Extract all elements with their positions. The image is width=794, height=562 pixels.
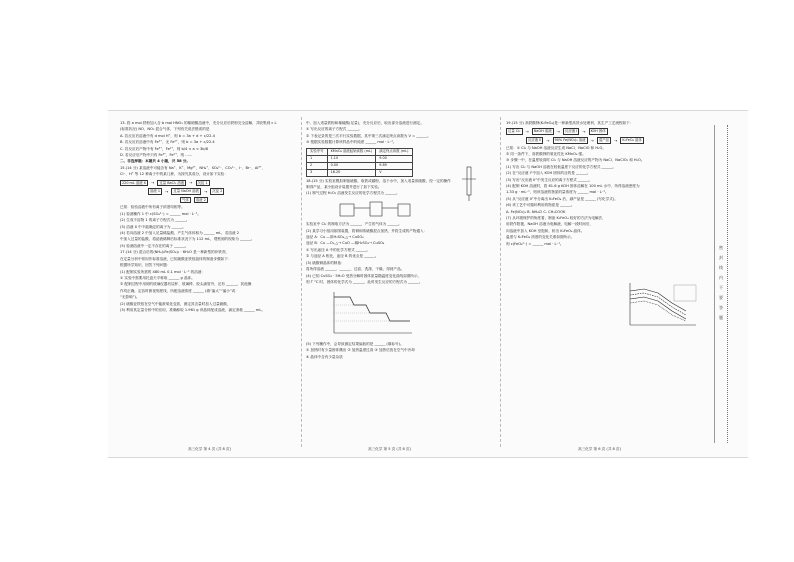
q17-line: 根据所学知识，回答下列问题： [120, 263, 171, 268]
q18-line: (5) 下列操作中，会导致测定结果偏低的是 ______ (填标号)。 [306, 341, 404, 346]
arrow-icon: → [189, 180, 193, 186]
q18-line: (1) 制气过程 H₂O₂ 溶液发生反应的化学方程式为 ______。 [306, 191, 400, 196]
q18-line: (4) 已知 CuSO₄ · 5H₂O 受热分解时固体质量随温度变化曲线如图所示， [306, 273, 422, 278]
q19-line: (6) 该工艺中可循环利用的物质是 ______。 [506, 203, 575, 208]
q19-line: (3) 写出“反应液 II”中发生反应的离子方程式 ______。 [506, 177, 593, 182]
q19-options: A. Fe(NO₃)₃ B. NH₄Cl C. CH₃COOK [506, 209, 566, 214]
q18-line: (2) 某学习小组用如图装置，将铜和浓硫酸混合加热，并将生成的产物通入： [306, 228, 428, 233]
q15-line: 中加入过量的盐酸，将滤液稀释后标准状况下为 112 mL，观察到的现象为 ______。 [120, 237, 255, 242]
section-heading: 二、非选择题：本题共 4 小题，共 58 分。 [120, 159, 191, 164]
flow-box: 溶液 2 [195, 197, 206, 202]
q18-line: 将所得溶液 ______、______、过滤、洗涤、干燥，得到产品。 [306, 267, 405, 272]
flow-box: 反应液 II [528, 138, 542, 142]
table-cell: 9.89 [376, 162, 412, 169]
q19-line: 温度与 K₂FeO₄ 浓度的变化关系如图所示， [506, 235, 575, 240]
flow-box: 220 mL 溶液 X [122, 180, 147, 185]
q19-stem: 19.(15 分) 高铁酸钾(K₂FeO₄)是一种新型高效水处理剂，其生产工艺流程如下： [506, 121, 634, 125]
q18-stem: 制得产品，某小组设计装置并进行了如下实验。 [306, 185, 382, 190]
q15-line: (4) 若向溶液 2 中加入足量稀盐酸，产生气体体积为 ______ mL，若溶液 2 [120, 231, 240, 236]
flow-box: 沉淀 2 [212, 189, 223, 194]
q15-line: (5) 检测溶液中一定不存在的离子 ______。 [120, 243, 189, 248]
q17-line: ② 配制过程中用到的玻璃仪器有烧杯、玻璃棒、胶头滴管外，还有 ______，其他操 [120, 282, 252, 287]
q17-line: “无影响”)。 [120, 295, 140, 300]
flow-box: 沉淀 1 [197, 180, 208, 185]
q17-line: (3) 利用其定量分析中的应用，准确称取 1.961 g 该晶体配成溶液，滴定消耗 ______ mL。 [120, 307, 266, 312]
seal-line [727, 125, 728, 443]
q19-line: (1) 写出 Cl₂ 与 NaOH 溶液在较低温度下反应的化学方程式 ______。 [506, 164, 616, 169]
flow-box: 90% Fe(NO₃)₃ 溶液 [554, 138, 586, 142]
table-cell: 16.20 [327, 169, 376, 176]
q18-line: 则 T °C 时，固体的化学式为 ______，此时发生反应的方程式为 ______。 [306, 279, 423, 284]
table-cell: 3 [307, 169, 328, 176]
q18-line: ① 写出途径 A 中的化学方程式 ______。 [306, 247, 371, 252]
q19-line: ② 同一条件下，高铁酸钾的氧化性比 KMnO₄ 强。 [506, 152, 586, 156]
arrow-icon: → [165, 188, 169, 194]
table-cell: 0.00 [327, 162, 376, 169]
q18-line: (3) 硫酸铜晶体的制备： [306, 260, 345, 265]
flow-box: 反应液 I [564, 129, 578, 134]
q19-line: (2) 在“反应液 I”中加入 KOH 固体的目的是 ______。 [506, 171, 591, 176]
flow-box: 过量 Cl₂ [508, 129, 521, 134]
table-cell: 9.00 [376, 155, 412, 162]
q18-line: ④ 晶体中含有少量杂质 [306, 354, 343, 359]
q15-line: 已知：检验溶液中所有离子浓度均相等。 [120, 205, 185, 210]
table-header: 实验序号 [307, 148, 328, 155]
q17-cont: ③ 根据实验数据计算该样品中的纯度 ______ mol · L⁻¹。 [306, 140, 397, 145]
q19-line: 用铁作阳极，NaOH 溶液为电解液，电解一段时间后， [506, 222, 594, 227]
q17-cont: 中，加入适量铁粉和稀硫酸(足量)，充分反应后，取出部分溶液进行测定。 [306, 121, 424, 125]
binding-margin [714, 125, 741, 443]
q15-flowchart-row3 [180, 197, 298, 204]
flow-box: NaOH 溶液 [533, 129, 552, 134]
table-header: 滴定终点读数 (mL) [376, 148, 412, 155]
column-middle [306, 121, 494, 443]
column-divider [301, 117, 302, 447]
q19-line: ③ 步骤一中，在温度较高时 Cl₂ 与 NaOH 溶液反应的产物为 NaCl、NaClO₃ 和 H₂O。 [506, 158, 645, 163]
q19-line: 1.33 g · mL⁻¹，则该溶液的物质的量浓度为 ______ mol · L⁻¹。 [506, 190, 609, 195]
q13-option-b: B. 若反应后溶液中有 Fe³⁺、无 Fe²⁺，则 b = 3a + c/22.4 [120, 140, 215, 145]
flow-box: KOH 固体 [590, 129, 606, 134]
mass-temperature-graph [326, 289, 416, 339]
q18-stem: 18.(15 分) 实验室模拟制备硫酸，取铁或碳粉，溶于水中，加入适量浓硫酸，经一定的操作 [306, 178, 451, 183]
q15-flowchart-row2 [148, 188, 298, 195]
q13-option-d: D. 若反应后产物中只有 Fe³⁺，Fe²⁺，则 …… [120, 153, 193, 158]
page-footer: 高三化学 第 6 页 (共 8 页) [578, 447, 621, 451]
q17-line: (1) 配制实验所需的 480 mL 0.1 mol · L⁻¹ 的溶液： [120, 269, 206, 274]
q15-stem: 15.(14 分) 某溶液中可能含有 Na⁺、K⁺、Mg²⁺、NH₄⁺、SO₄²⁻、CO₃²⁻、I⁻、Br⁻、Al³⁺、 [120, 165, 266, 170]
q15-line: (3) 溶液 X 中不能确定的离子为 ______。 [120, 224, 187, 229]
q17-stem: 在定量分析中常用作标准溶液，已知硫酸亚铁铵晶体的制备步骤如下： [120, 256, 232, 261]
q17-line: (2) 硫酸亚铁铵在空气中能被氧化变质，测定其含量时加入过量硫酸， [120, 301, 231, 306]
arrow-icon: → [556, 129, 560, 134]
q19-line: (7) 从环境保护的角度看，制备 K₂FeO₄ 较好的方法为电解法， [506, 216, 606, 221]
column-divider [500, 117, 501, 447]
q19-line: (4) 配制 KOH 溶液时，将 61.6 g KOH 固体溶解在 100 mL 水中，所得溶液密度为 [506, 184, 640, 189]
q13-line: 13. 将 a mol 铁粉加入含 b mol HNO₃ 的稀硝酸溶液中，充分反应后铁粉完全溶解，共收集到 c L [120, 121, 277, 125]
arrow-icon: → [203, 188, 208, 194]
exam-sheet [108, 110, 748, 458]
table-cell: 1.10 [327, 155, 376, 162]
table-header: KMnO₄ 溶液起始读数 (mL) [327, 148, 376, 155]
flow-box: 气体 [182, 197, 189, 202]
q17-cont: ① 写出反应的离子方程式 ______。 [306, 127, 362, 132]
q17-line: 作均正确，定容时俯视刻度线，所配溶液浓度 ______ (填“偏大”“偏小”或 [120, 288, 236, 293]
q19-line: 已知：① Cl₂ 与 NaOH 溶液反应生成 NaCl、NaClO 和 H₂O。 [506, 145, 606, 150]
q18-line: 实验室中 Cl₂ 的制取方法为 ______，产生的气体为 ______。 [306, 222, 402, 227]
q17-line: ① 实验中需要用托盘天平称取 ______ g 晶体。 [120, 275, 195, 280]
arrow-icon: → [614, 137, 618, 143]
table-cell: V [376, 169, 412, 176]
arrow-icon: → [546, 137, 550, 143]
q19-line: 向溶液中加入 KOH 至饱和，析出 K₂FeO₄ 晶体。 [506, 228, 585, 233]
burette-figure [454, 165, 484, 205]
table-cell: 1 [307, 155, 328, 162]
arrow-icon: → [582, 129, 586, 134]
column-right [506, 121, 708, 443]
concentration-temperature-graph [624, 281, 700, 329]
page-footer: 高三化学 第 5 页 (共 8 页) [368, 447, 411, 451]
q15-line: (1) 检测操作 1 中 c(SO₄²⁻) = ______ mol · L⁻¹。 [120, 211, 201, 216]
q19-flowchart [506, 128, 708, 135]
q17-cont: ② 下表记录的是三次平行实验数据，其中第三次滴定终点读数为 V = ______。 [306, 133, 431, 138]
q15-flowchart [120, 180, 298, 187]
q19-line: 则 c(FeO₄²⁻) = ______ mol · L⁻¹。 [506, 241, 564, 246]
binding-note: 密 封 线 内 不 要 答 题 [719, 245, 723, 320]
q19-line: (5) 从“反应液 II”中分离出 K₂FeO₄ 后，副产品是 ______ (写化学式)。 [506, 196, 618, 201]
q18-route-b: 途径 B：Cu —O₂,△→ CuO —稀H₂SO₄→ CuSO₄ [306, 241, 385, 246]
q17-stem: 17.(14 分) 混合后的(NH₄)₂Fe(SO₄)₂ · 6H₂O 是一种新型的补铁剂， [120, 250, 230, 255]
page-footer: 高三化学 第 4 页 (共 8 页) [188, 447, 231, 451]
titration-table [306, 148, 413, 177]
gas-apparatus-figure [336, 198, 416, 220]
flow-box: 溶液 1 [150, 189, 161, 194]
flow-box: 湿产品 [598, 138, 610, 142]
arrow-icon: → [525, 129, 529, 134]
q13-line: (标准状况) NO、NO₂ 混合气体，下列有关说法错误的是 [120, 127, 210, 132]
flow-box: 过量 NaOH 溶液 [173, 189, 199, 194]
q18-line: ② 与途径 A 相比，途径 B 的优点是 ______。 [306, 254, 379, 259]
column-left [120, 121, 298, 443]
q19-flowchart-row2 [526, 137, 708, 144]
q15-line: (2) 生成不溶物 1 的离子方程式为 ______。 [120, 218, 190, 223]
table-cell: 2 [307, 162, 328, 169]
flow-box: K₂FeO₄ 晶体 [622, 138, 642, 142]
q18-route-a: 途径 A：Cu —浓H₂SO₄,△→ CuSO₄ [306, 235, 364, 240]
q13-option-a: A. 若反应后溶液中有 d mol H⁺，则 b = 3a + d + c/22.4 [120, 133, 215, 138]
arrow-icon: → [151, 180, 155, 186]
q18-line: ① 加热时有少量固体溅出 ② 加热温度过高 ③ 加热后放在空气中冷却 [306, 348, 415, 353]
arrow-icon: → [590, 137, 594, 143]
flow-box: 过量 BaCl₂ 溶液 [159, 180, 185, 185]
q13-option-c: C. 若反应后产物中有 Fe³⁺，Fe²⁺，则 b/4 < a < 3b/8 [120, 146, 209, 151]
q15-stem: Cl⁻、H⁺ 等 12 种离子中的某几种，为探究其成分，设计如下实验： [120, 172, 228, 177]
